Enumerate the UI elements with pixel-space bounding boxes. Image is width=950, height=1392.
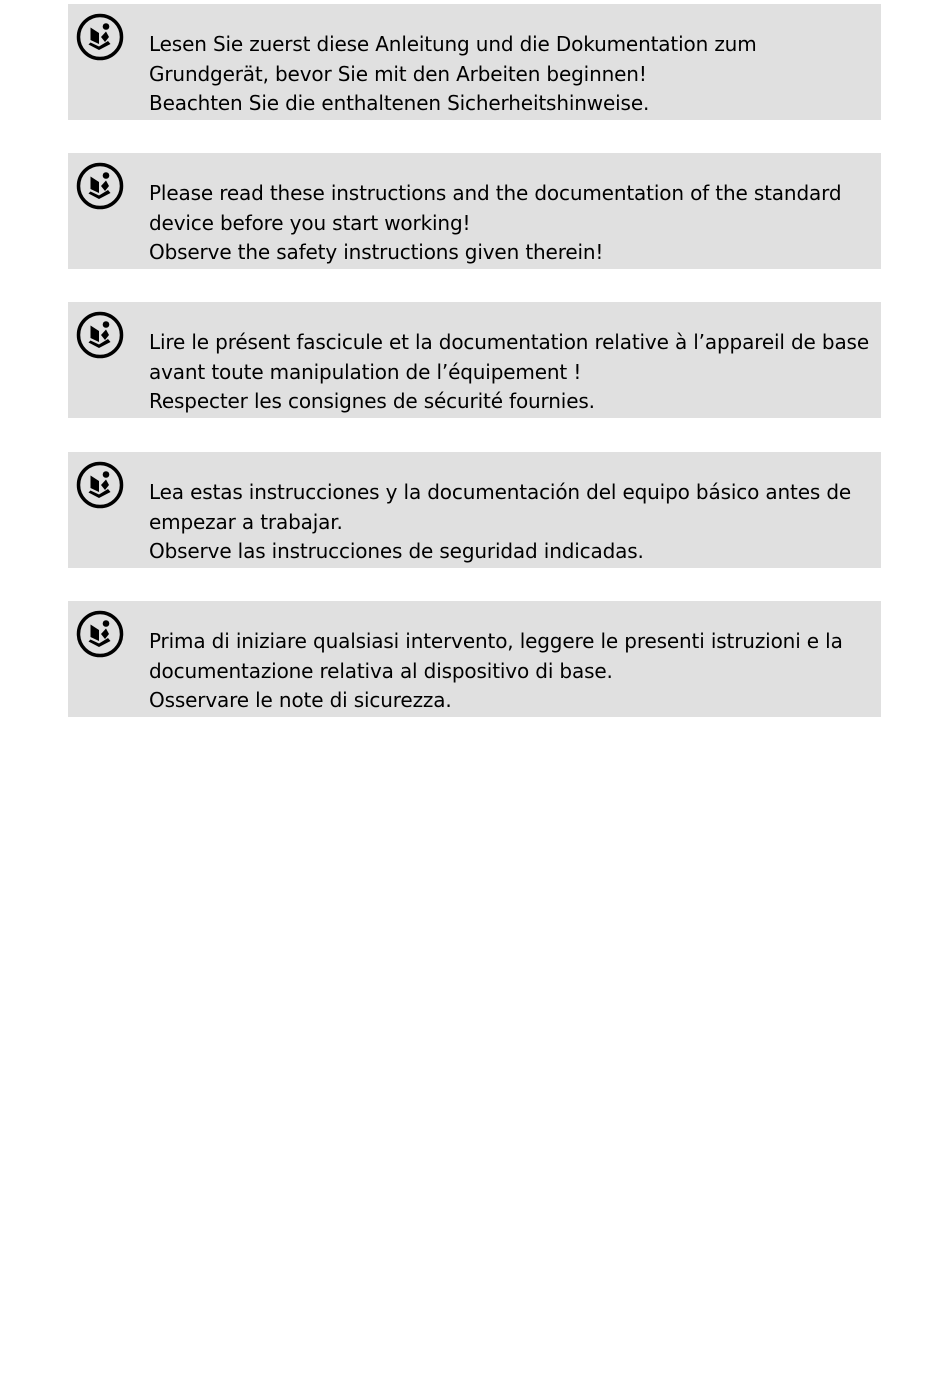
notice-line: Respecter les consignes de sécurité fournies. <box>149 389 595 413</box>
read-manual-icon <box>76 311 124 359</box>
notice-box-de <box>68 4 881 120</box>
read-manual-icon <box>76 461 124 509</box>
notice-line: documentazione relativa al dispositivo di base. <box>149 658 613 683</box>
notice-box-es <box>68 452 881 568</box>
notice-line: Observe las instrucciones de seguridad indicadas. <box>149 539 644 563</box>
notice-box-fr <box>68 302 881 418</box>
read-manual-icon <box>76 13 124 61</box>
notice-box-it <box>68 601 881 717</box>
notice-text-en <box>149 179 869 268</box>
notice-line: Prima di iniziare qualsiasi intervento, leggere le presenti istruzioni e la <box>149 629 843 653</box>
notice-line: Please read these instructions and the documentation of the standard <box>149 181 842 205</box>
notice-line: Beachten Sie die enthaltenen Sicherheitshinweise. <box>149 91 650 115</box>
notice-box-en <box>68 153 881 269</box>
notice-text-it <box>149 627 869 716</box>
read-manual-icon <box>76 162 124 210</box>
read-manual-icon <box>76 610 124 658</box>
notice-line: Lesen Sie zuerst diese Anleitung und die Dokumentation zum <box>149 32 757 56</box>
notice-line: Osservare le note di sicurezza. <box>149 688 452 712</box>
notice-line: Lea estas instrucciones y la documentación del equipo básico antes de <box>149 480 852 504</box>
notice-line: empezar a trabajar. <box>149 509 343 534</box>
notice-text-fr <box>149 328 869 417</box>
notice-line: Grundgerät, bevor Sie mit den Arbeiten beginnen! <box>149 61 647 86</box>
notice-line: device before you start working! <box>149 210 471 235</box>
notice-line: avant toute manipulation de l’équipement ! <box>149 359 582 384</box>
notice-line: Lire le présent fascicule et la documentation relative à l’appareil de base <box>149 330 869 354</box>
notice-text-de <box>149 30 869 119</box>
notice-text-es <box>149 478 869 567</box>
notice-line: Observe the safety instructions given therein! <box>149 240 604 264</box>
